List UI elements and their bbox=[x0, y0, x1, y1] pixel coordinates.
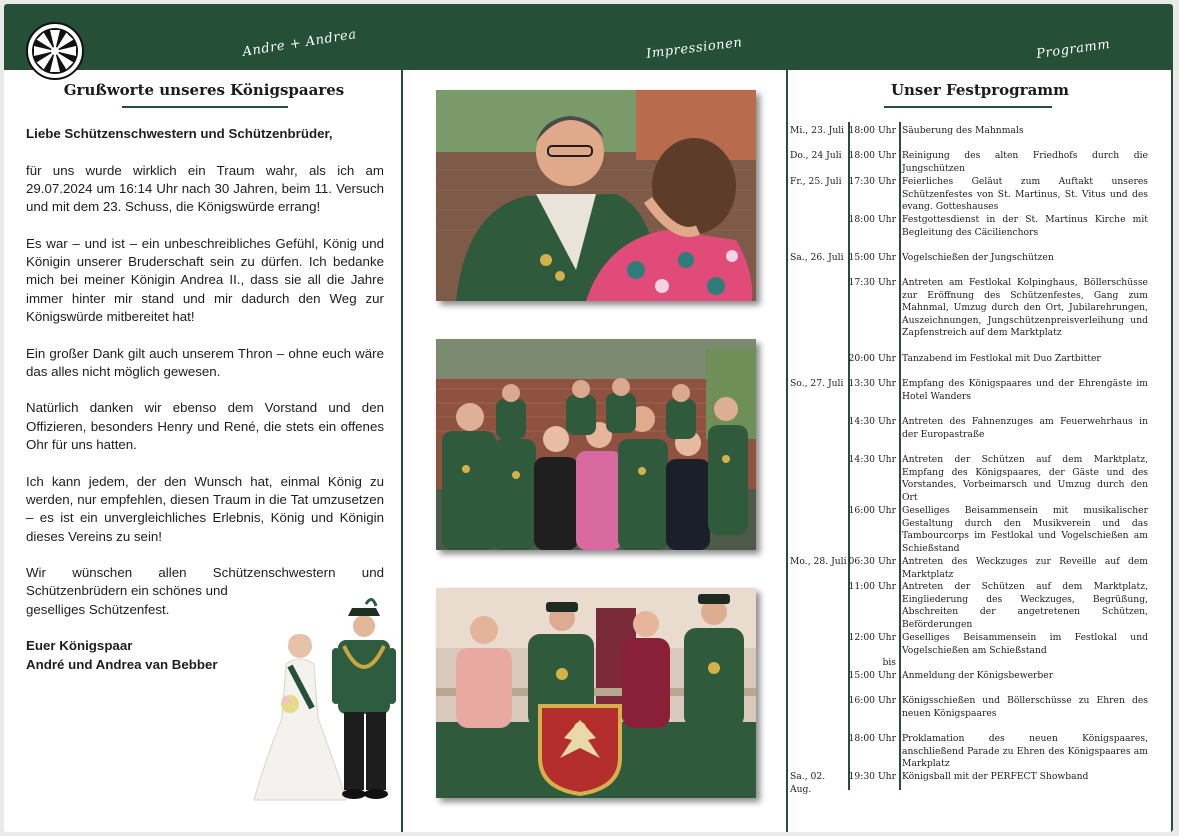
program-title: Unser Festprogramm bbox=[890, 81, 1070, 99]
program-description: Vogelschießen der Jungschützen bbox=[902, 252, 1054, 263]
program-time: 15:00 Uhr bbox=[848, 252, 896, 263]
program-table bbox=[788, 4, 1172, 832]
program-time: 16:00 Uhr bbox=[848, 505, 896, 516]
closing-word: und bbox=[361, 565, 384, 581]
greeting-title: Grußworte unseres Königspaares bbox=[63, 81, 345, 99]
program-day: So., 27. Juli bbox=[790, 378, 844, 389]
closing-first-line bbox=[26, 564, 384, 582]
program-time: 18:00 Uhr bbox=[848, 214, 896, 225]
photo-royal-coat-of-arms bbox=[436, 588, 756, 798]
letter-salutation: Liebe Schützenschwestern und Schützenbrüder, bbox=[26, 126, 333, 141]
program-day: Sa., 26. Juli bbox=[790, 252, 844, 263]
program-description: Antreten am Festlokal Kolpinghaus, Böllerschüsse zur Eröffnung des Schützenfestes, Gang zum Mahnmal, Umzug durch den Ort, Jubilarehrungen, Auszeichnungen, Jungschützenpreisverleihung und Zapfenstreich auf dem Marktplatz bbox=[902, 277, 1148, 339]
program-description: Geselliges Beisammensein mit musikalischer Gestaltung durch den Musikverein und das Tambourcorps im Festlokal und Vogelschießen am Schießstand bbox=[902, 505, 1148, 554]
program-time: 06:30 Uhr bbox=[848, 556, 896, 567]
closing-word: Schützenschwestern bbox=[212, 565, 336, 581]
program-divider bbox=[899, 122, 901, 790]
program-description: Feierliches Geläut zum Auftakt unseres Schützenfestes von St. Martinus, St. Vitus und des evang. Gotteshauses bbox=[902, 176, 1148, 213]
title-underline bbox=[122, 106, 288, 108]
program-time: 14:30 Uhr bbox=[848, 454, 896, 465]
program-day: Sa., 02. Aug. bbox=[790, 771, 826, 795]
program-time: 15:00 Uhr bbox=[848, 670, 896, 681]
program-description: Säuberung des Mahnmals bbox=[902, 125, 1024, 136]
program-time: 17:30 Uhr bbox=[848, 277, 896, 288]
program-description: Festgottesdienst in der St. Martinus Kirche mit Begleitung des Cäcilienchors bbox=[902, 214, 1148, 238]
letter-paragraph: für uns wurde wirklich ein Traum wahr, als ich am 29.07.2024 um 16:14 Uhr nach 30 Jahren, beim 11. Versuch und mit dem 23. Schuss, die Königswürde errang! bbox=[26, 162, 384, 215]
program-description: Reinigung des alten Friedhofs durch die Jungschützen bbox=[902, 150, 1148, 174]
program-time: 11:00 Uhr bbox=[848, 581, 896, 592]
program-description: Antreten des Fahnenzuges am Feuerwehrhaus in der Europastraße bbox=[902, 416, 1148, 440]
letter-paragraph: Ich kann jedem, der den Wunsch hat, einmal König zu werden, nur empfehlen, diesen Traum in die Tat umzusetzen – es ist ein unvergleichliches Erlebnis, König und Königin dieses Vereins zu sein! bbox=[26, 473, 384, 544]
closing-paragraph: Schützenbrüdern ein schönes und geselliges Schützenfest. bbox=[26, 583, 228, 617]
signature-names: André und Andrea van Bebber bbox=[26, 656, 218, 672]
handwritten-label-couple: Andre + Andrea bbox=[241, 27, 358, 60]
photo-throne-group bbox=[436, 339, 756, 550]
column-divider bbox=[401, 70, 403, 832]
program-day: Mi., 23. Juli bbox=[790, 125, 845, 136]
time-range-bis: bis bbox=[882, 657, 896, 668]
program-description: Tanzabend im Festlokal mit Duo Zartbitter bbox=[902, 353, 1101, 364]
handwritten-label-impressions: Impressionen bbox=[645, 35, 744, 62]
program-description: Königsball mit der PERFECT Showband bbox=[902, 771, 1089, 782]
program-description: Antreten der Schützen auf dem Marktplatz, Empfang des Königspaares, der Gäste und des Vorstandes, Vorbeimarsch und Umzug durch den Ort bbox=[902, 454, 1148, 503]
closing-word: allen bbox=[158, 565, 187, 581]
program-description: Anmeldung der Königsbewerber bbox=[902, 670, 1054, 681]
program-time: 14:30 Uhr bbox=[848, 416, 896, 427]
letter-paragraph: Es war – und ist – ein unbeschreibliches Gefühl, König und Königin unserer Bruderschaft sein zu dürfen. Ich bedanke mich bei meiner Königin Andrea II., dass sie all die Jahre immer hinter mir stand und mir dadurch den Weg zur Königswürde mitbereitet hat! bbox=[26, 235, 384, 324]
closing-word: wünschen bbox=[72, 565, 133, 581]
letter-paragraph: Ein großer Dank gilt auch unserem Thron – ohne euch wäre das alles nicht möglich gewesen. bbox=[26, 345, 384, 379]
program-time: 12:00 Uhr bbox=[848, 632, 896, 643]
signature-line: Euer Königspaar bbox=[26, 638, 133, 654]
brochure-sheet bbox=[4, 4, 1173, 832]
program-description: Antreten der Schützen auf dem Marktplatz, Eingliederung des Weckzuges, Begrüßung, Abschreiten der angetretenen Schützen, Beförderungen bbox=[902, 581, 1148, 630]
program-description: Antreten des Weckzuges zur Reveille auf dem Marktplatz bbox=[902, 556, 1148, 580]
program-description: Geselliges Beisammensein im Festlokal und Vogelschießen am Schießstand bbox=[902, 632, 1148, 656]
program-description: Königsschießen und Böllerschüsse zu Ehren des neuen Königspaares bbox=[902, 695, 1148, 719]
program-time: 18:00 Uhr bbox=[848, 125, 896, 136]
program-time: 17:30 Uhr bbox=[848, 176, 896, 187]
program-time: 18:00 Uhr bbox=[848, 150, 896, 161]
program-day: Do., 24 Juli bbox=[790, 150, 842, 161]
program-time: 19:30 Uhr bbox=[848, 771, 896, 782]
program-day: Fr., 25. Juli bbox=[790, 176, 842, 187]
program-time: 20:00 Uhr bbox=[848, 353, 896, 364]
handwritten-label-program: Programm bbox=[1035, 36, 1112, 63]
royal-couple-photo bbox=[248, 588, 398, 808]
letter-paragraph: Natürlich danken wir ebenso dem Vorstand und den Offizieren, besonders Henry und René, die stets ein offenes Ohr für uns hatten. bbox=[26, 400, 384, 453]
closing-word: Wir bbox=[26, 565, 46, 581]
program-description: Proklamation des neuen Königspaares, anschließend Parade zu Ehren des Königspaares am Markplatz bbox=[902, 733, 1148, 770]
program-time: 16:00 Uhr bbox=[848, 695, 896, 706]
program-time: 13:30 Uhr bbox=[848, 378, 896, 389]
program-day: Mo., 28. Juli bbox=[790, 556, 847, 567]
photo-royal-couple-embrace bbox=[436, 90, 756, 301]
program-time: 18:00 Uhr bbox=[848, 733, 896, 744]
program-description: Empfang des Königspaares und der Ehrengäste im Hotel Wanders bbox=[902, 378, 1148, 402]
club-emblem-icon bbox=[26, 22, 84, 80]
